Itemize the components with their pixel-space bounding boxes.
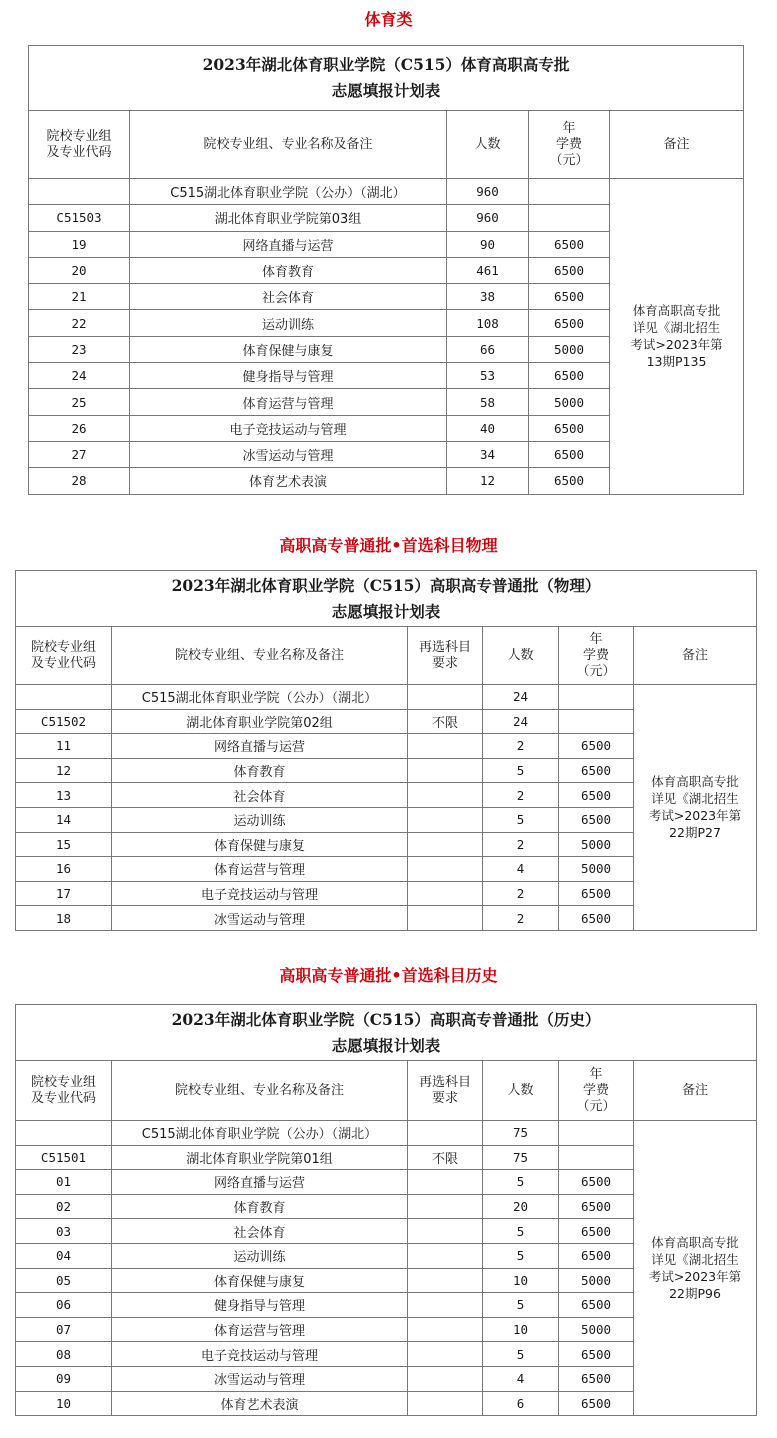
row-req-cell xyxy=(408,1219,483,1244)
row-fee-cell: 5000 xyxy=(559,1268,634,1293)
note-line: 22期P96 xyxy=(669,1286,721,1302)
note-line: 体育高职高专批 xyxy=(651,1235,739,1251)
note-line: 考试>2023年第 xyxy=(648,808,742,824)
header-fee-line: 学费 xyxy=(555,136,582,152)
header-code xyxy=(16,1061,112,1121)
row-name-cell: 电子竞技运动与管理 xyxy=(130,415,447,441)
header-req-line: 再选科目 xyxy=(418,639,471,655)
row-name-cell: 社会体育 xyxy=(112,783,408,808)
row-name-cell: 体育教育 xyxy=(112,1194,408,1219)
row-note-cell xyxy=(634,685,757,931)
row-fee-cell: 5000 xyxy=(529,336,610,362)
row-code-cell: 07 xyxy=(16,1317,112,1342)
header-code-line: 及专业代码 xyxy=(30,655,96,671)
plan-table xyxy=(28,45,744,495)
row-fee-cell: 5000 xyxy=(529,389,610,415)
row-fee-cell xyxy=(559,1145,634,1170)
header-req-line: 再选科目 xyxy=(418,1074,471,1090)
row-count-cell: 12 xyxy=(447,468,529,494)
header-fee-line: （元） xyxy=(576,663,616,679)
row-count-cell: 66 xyxy=(447,336,529,362)
row-fee-cell: 6500 xyxy=(559,1170,634,1195)
row-req-cell: 不限 xyxy=(408,1145,483,1170)
row-name-cell: 运动训练 xyxy=(130,310,447,336)
row-req-cell xyxy=(408,807,483,832)
row-fee-cell: 6500 xyxy=(559,1219,634,1244)
row-count-cell: 90 xyxy=(447,231,529,257)
row-fee-cell xyxy=(559,709,634,734)
header-name: 院校专业组、专业名称及备注 xyxy=(112,1061,408,1121)
note-line: 体育高职高专批 xyxy=(651,774,739,790)
row-code-cell: C51503 xyxy=(29,205,130,231)
table-title-line: 志愿填报计划表 xyxy=(331,601,441,621)
plan-table xyxy=(15,570,757,931)
row-fee-cell: 5000 xyxy=(559,857,634,882)
header-req-line: 要求 xyxy=(431,655,458,671)
row-req-cell xyxy=(408,906,483,931)
row-code-cell: 01 xyxy=(16,1170,112,1195)
row-code-cell: 11 xyxy=(16,734,112,759)
row-fee-cell: 6500 xyxy=(559,734,634,759)
header-fee-line: 年 xyxy=(589,1066,603,1082)
header-name: 院校专业组、专业名称及备注 xyxy=(112,627,408,685)
row-name-cell: 冰雪运动与管理 xyxy=(130,441,447,467)
header-fee xyxy=(529,111,610,179)
row-name-cell: 社会体育 xyxy=(130,284,447,310)
row-name-cell: 网络直播与运营 xyxy=(112,1170,408,1195)
row-count-cell: 5 xyxy=(483,758,559,783)
row-code-cell: 21 xyxy=(29,284,130,310)
header-note: 备注 xyxy=(634,1061,757,1121)
row-name-cell: C515湖北体育职业学院（公办）（湖北） xyxy=(130,179,447,205)
row-code-cell: 17 xyxy=(16,881,112,906)
row-fee-cell: 6500 xyxy=(559,758,634,783)
header-fee-line: 年 xyxy=(589,631,603,647)
row-fee-cell: 6500 xyxy=(559,783,634,808)
row-req-cell xyxy=(408,1317,483,1342)
row-count-cell: 24 xyxy=(483,709,559,734)
row-name-cell: 社会体育 xyxy=(112,1219,408,1244)
row-req-cell xyxy=(408,1342,483,1367)
row-name-cell: 体育教育 xyxy=(112,758,408,783)
note-line: 体育高职高专批 xyxy=(632,303,721,319)
row-count-cell: 2 xyxy=(483,832,559,857)
row-code-cell: 02 xyxy=(16,1194,112,1219)
row-code-cell: 08 xyxy=(16,1342,112,1367)
row-count-cell: 75 xyxy=(483,1145,559,1170)
section-heading: 高职高专普通批•首选科目历史 xyxy=(279,966,498,985)
row-fee-cell: 6500 xyxy=(559,1342,634,1367)
header-fee xyxy=(559,1061,634,1121)
row-name-cell: 电子竞技运动与管理 xyxy=(112,881,408,906)
row-name-cell: 体育运营与管理 xyxy=(112,1317,408,1342)
header-count: 人数 xyxy=(483,1061,559,1121)
row-name-cell: 体育运营与管理 xyxy=(112,857,408,882)
row-fee-cell: 6500 xyxy=(529,441,610,467)
row-code-cell: 15 xyxy=(16,832,112,857)
row-code-cell: 26 xyxy=(29,415,130,441)
row-fee-cell: 6500 xyxy=(559,881,634,906)
row-fee-cell: 5000 xyxy=(559,1317,634,1342)
header-fee-line: 学费 xyxy=(582,647,609,663)
note-line: 详见《湖北招生 xyxy=(651,1252,739,1268)
row-name-cell: 体育艺术表演 xyxy=(112,1391,408,1416)
row-fee-cell: 6500 xyxy=(529,415,610,441)
row-name-cell: 冰雪运动与管理 xyxy=(112,1366,408,1391)
row-code-cell: C51501 xyxy=(16,1145,112,1170)
row-code-cell xyxy=(29,179,130,205)
row-count-cell: 58 xyxy=(447,389,529,415)
row-req-cell xyxy=(408,1366,483,1391)
row-code-cell: 27 xyxy=(29,441,130,467)
row-req-cell xyxy=(408,857,483,882)
table-row xyxy=(16,1121,757,1146)
row-code-cell xyxy=(16,685,112,710)
row-name-cell: 运动训练 xyxy=(112,807,408,832)
row-req-cell xyxy=(408,1243,483,1268)
row-req-cell xyxy=(408,1293,483,1318)
row-code-cell: 09 xyxy=(16,1366,112,1391)
row-code-cell: 19 xyxy=(29,231,130,257)
row-count-cell: 2 xyxy=(483,881,559,906)
header-count: 人数 xyxy=(447,111,529,179)
row-code-cell: 10 xyxy=(16,1391,112,1416)
header-fee-line: （元） xyxy=(576,1098,616,1114)
row-count-cell: 2 xyxy=(483,783,559,808)
header-req xyxy=(408,627,483,685)
row-code-cell: 28 xyxy=(29,468,130,494)
header-code-line: 及专业代码 xyxy=(30,1090,96,1106)
row-count-cell: 38 xyxy=(447,284,529,310)
row-count-cell: 960 xyxy=(447,205,529,231)
row-code-cell: 23 xyxy=(29,336,130,362)
row-count-cell: 34 xyxy=(447,441,529,467)
row-req-cell xyxy=(408,758,483,783)
header-fee-line: （元） xyxy=(549,152,589,168)
row-fee-cell xyxy=(559,1121,634,1146)
table-title xyxy=(29,46,744,111)
section-heading: 体育类 xyxy=(364,10,413,29)
row-fee-cell: 6500 xyxy=(529,363,610,389)
row-name-cell: 体育教育 xyxy=(130,257,447,283)
row-name-cell: 体育运营与管理 xyxy=(130,389,447,415)
row-req-cell xyxy=(408,734,483,759)
row-fee-cell xyxy=(559,685,634,710)
header-fee xyxy=(559,627,634,685)
header-count: 人数 xyxy=(483,627,559,685)
row-count-cell: 2 xyxy=(483,906,559,931)
row-count-cell: 10 xyxy=(483,1317,559,1342)
row-count-cell: 5 xyxy=(483,1170,559,1195)
row-fee-cell: 6500 xyxy=(559,1366,634,1391)
row-name-cell: C515湖北体育职业学院（公办）（湖北） xyxy=(112,1121,408,1146)
row-code-cell: 04 xyxy=(16,1243,112,1268)
row-fee-cell xyxy=(529,205,610,231)
row-count-cell: 5 xyxy=(483,1342,559,1367)
row-req-cell: 不限 xyxy=(408,709,483,734)
header-code xyxy=(16,627,112,685)
row-fee-cell: 6500 xyxy=(559,1194,634,1219)
row-req-cell xyxy=(408,1268,483,1293)
note-line: 详见《湖北招生 xyxy=(632,320,721,336)
row-count-cell: 53 xyxy=(447,363,529,389)
table-title xyxy=(16,571,757,627)
row-name-cell: 健身指导与管理 xyxy=(112,1293,408,1318)
row-fee-cell: 6500 xyxy=(559,1391,634,1416)
row-fee-cell: 6500 xyxy=(559,1243,634,1268)
row-code-cell: 16 xyxy=(16,857,112,882)
table-title-line: 志愿填报计划表 xyxy=(331,81,441,100)
header-code-line: 院校专业组 xyxy=(30,1074,96,1090)
header-req xyxy=(408,1061,483,1121)
header-req-line: 要求 xyxy=(431,1090,458,1106)
row-note-cell xyxy=(610,179,744,495)
row-count-cell: 4 xyxy=(483,1366,559,1391)
note-line: 22期P27 xyxy=(669,825,721,841)
header-name: 院校专业组、专业名称及备注 xyxy=(130,111,447,179)
row-name-cell: 体育艺术表演 xyxy=(130,468,447,494)
row-count-cell: 20 xyxy=(483,1194,559,1219)
row-code-cell: 03 xyxy=(16,1219,112,1244)
header-code-line: 院校专业组 xyxy=(46,128,112,144)
header-note: 备注 xyxy=(634,627,757,685)
table-title-line: 2023年湖北体育职业学院（C515）体育高职高专批 xyxy=(202,55,570,74)
header-fee-line: 年 xyxy=(562,120,576,136)
row-code-cell: 06 xyxy=(16,1293,112,1318)
table-title xyxy=(16,1005,757,1061)
row-code-cell: 13 xyxy=(16,783,112,808)
note-line: 考试>2023年第 xyxy=(648,1269,742,1285)
row-fee-cell: 5000 xyxy=(559,832,634,857)
row-fee-cell: 6500 xyxy=(529,468,610,494)
table-row xyxy=(29,179,744,205)
row-req-cell xyxy=(408,832,483,857)
table-title-line: 2023年湖北体育职业学院（C515）高职高专普通批（物理） xyxy=(171,575,601,595)
row-name-cell: 电子竞技运动与管理 xyxy=(112,1342,408,1367)
row-code-cell: 05 xyxy=(16,1268,112,1293)
row-req-cell xyxy=(408,1121,483,1146)
note-line: 考试>2023年第 xyxy=(630,337,723,353)
row-count-cell: 5 xyxy=(483,1219,559,1244)
row-count-cell: 75 xyxy=(483,1121,559,1146)
row-fee-cell xyxy=(529,179,610,205)
row-name-cell: 体育保健与康复 xyxy=(112,832,408,857)
row-name-cell: 网络直播与运营 xyxy=(112,734,408,759)
row-code-cell: 25 xyxy=(29,389,130,415)
note-line: 详见《湖北招生 xyxy=(651,791,739,807)
row-fee-cell: 6500 xyxy=(529,284,610,310)
row-name-cell: 湖北体育职业学院第03组 xyxy=(130,205,447,231)
header-fee-line: 学费 xyxy=(582,1082,609,1098)
row-code-cell: C51502 xyxy=(16,709,112,734)
row-count-cell: 960 xyxy=(447,179,529,205)
note-line: 13期P135 xyxy=(646,354,707,370)
row-name-cell: 网络直播与运营 xyxy=(130,231,447,257)
row-req-cell xyxy=(408,1170,483,1195)
row-count-cell: 108 xyxy=(447,310,529,336)
row-name-cell: 健身指导与管理 xyxy=(130,363,447,389)
header-code xyxy=(29,111,130,179)
row-count-cell: 5 xyxy=(483,1243,559,1268)
row-code-cell: 20 xyxy=(29,257,130,283)
row-count-cell: 5 xyxy=(483,807,559,832)
row-code-cell: 14 xyxy=(16,807,112,832)
row-req-cell xyxy=(408,1391,483,1416)
row-code-cell: 18 xyxy=(16,906,112,931)
table-title-line: 志愿填报计划表 xyxy=(331,1035,441,1055)
row-count-cell: 6 xyxy=(483,1391,559,1416)
row-count-cell: 461 xyxy=(447,257,529,283)
section-heading: 高职高专普通批•首选科目物理 xyxy=(279,536,498,555)
row-count-cell: 5 xyxy=(483,1293,559,1318)
row-code-cell: 22 xyxy=(29,310,130,336)
row-name-cell: C515湖北体育职业学院（公办）（湖北） xyxy=(112,685,408,710)
row-fee-cell: 6500 xyxy=(529,231,610,257)
row-fee-cell: 6500 xyxy=(559,906,634,931)
row-name-cell: 体育保健与康复 xyxy=(112,1268,408,1293)
row-count-cell: 2 xyxy=(483,734,559,759)
row-code-cell xyxy=(16,1121,112,1146)
row-fee-cell: 6500 xyxy=(529,310,610,336)
row-req-cell xyxy=(408,783,483,808)
row-name-cell: 冰雪运动与管理 xyxy=(112,906,408,931)
row-fee-cell: 6500 xyxy=(559,1293,634,1318)
row-fee-cell: 6500 xyxy=(559,807,634,832)
row-req-cell xyxy=(408,881,483,906)
row-count-cell: 10 xyxy=(483,1268,559,1293)
row-req-cell xyxy=(408,1194,483,1219)
row-name-cell: 湖北体育职业学院第01组 xyxy=(112,1145,408,1170)
row-count-cell: 4 xyxy=(483,857,559,882)
row-code-cell: 24 xyxy=(29,363,130,389)
table-title-line: 2023年湖北体育职业学院（C515）高职高专普通批（历史） xyxy=(171,1009,601,1029)
header-note: 备注 xyxy=(610,111,744,179)
row-req-cell xyxy=(408,685,483,710)
row-count-cell: 40 xyxy=(447,415,529,441)
row-fee-cell: 6500 xyxy=(529,257,610,283)
row-count-cell: 24 xyxy=(483,685,559,710)
row-name-cell: 运动训练 xyxy=(112,1243,408,1268)
header-code-line: 及专业代码 xyxy=(46,144,112,160)
row-name-cell: 体育保健与康复 xyxy=(130,336,447,362)
row-code-cell: 12 xyxy=(16,758,112,783)
table-row xyxy=(16,685,757,710)
plan-table xyxy=(15,1004,757,1416)
row-note-cell xyxy=(634,1121,757,1416)
header-code-line: 院校专业组 xyxy=(30,639,96,655)
row-name-cell: 湖北体育职业学院第02组 xyxy=(112,709,408,734)
